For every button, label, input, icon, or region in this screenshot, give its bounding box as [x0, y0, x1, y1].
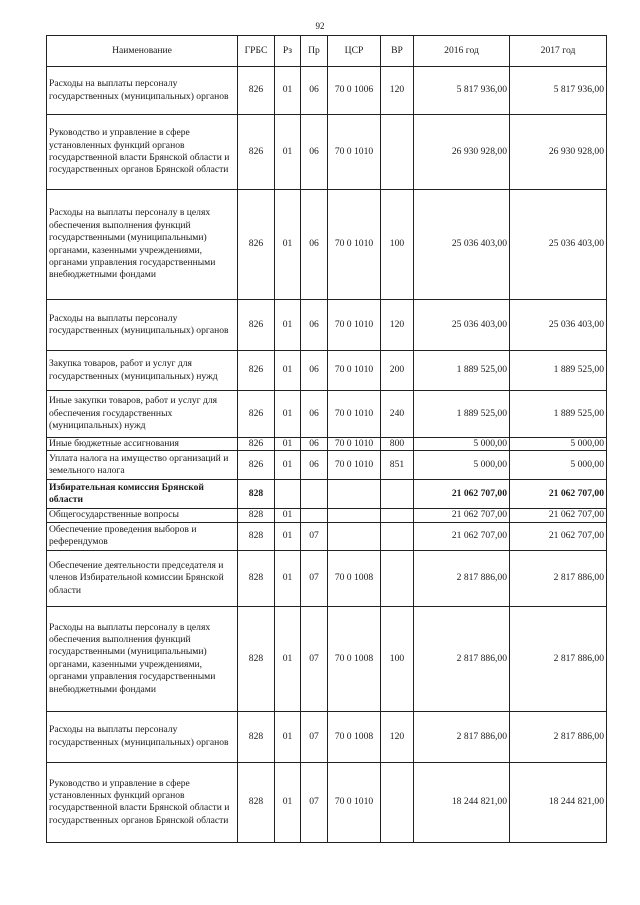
cell-vr: 100	[381, 190, 414, 300]
cell-2016: 2 817 886,00	[414, 550, 510, 606]
cell-grbs: 828	[238, 762, 275, 842]
cell-grbs: 826	[238, 438, 275, 451]
cell-pr: 06	[301, 451, 328, 480]
cell-csr: 70 0 1010	[328, 300, 381, 351]
cell-csr: 70 0 1010	[328, 451, 381, 480]
cell-name: Руководство и управление в сфере установленных функций органов государственной власти Брянской области и государственных органов Брянской области	[47, 115, 238, 190]
cell-2017: 5 817 936,00	[510, 67, 607, 115]
cell-2016: 5 000,00	[414, 438, 510, 451]
cell-pr: 06	[301, 438, 328, 451]
cell-vr: 120	[381, 711, 414, 762]
cell-2017: 2 817 886,00	[510, 550, 607, 606]
cell-name: Расходы на выплаты персоналу государственных (муниципальных) органов	[47, 711, 238, 762]
table-row	[47, 351, 607, 391]
cell-rz: 01	[275, 522, 301, 550]
col-header-grbs: ГРБС	[238, 36, 275, 67]
cell-grbs: 826	[238, 190, 275, 300]
col-header-2016: 2016 год	[414, 36, 510, 67]
cell-rz: 01	[275, 606, 301, 711]
page-number: 92	[315, 21, 325, 31]
cell-vr: 240	[381, 391, 414, 438]
cell-csr	[328, 480, 381, 509]
cell-pr: 07	[301, 711, 328, 762]
cell-vr: 800	[381, 438, 414, 451]
cell-2017: 21 062 707,00	[510, 522, 607, 550]
cell-pr: 06	[301, 300, 328, 351]
cell-vr	[381, 550, 414, 606]
cell-name: Закупка товаров, работ и услуг для государственных (муниципальных) нужд	[47, 351, 238, 391]
cell-pr	[301, 509, 328, 522]
cell-rz	[275, 480, 301, 509]
table-row	[47, 480, 607, 509]
cell-2016: 25 036 403,00	[414, 190, 510, 300]
cell-rz: 01	[275, 351, 301, 391]
cell-2017: 18 244 821,00	[510, 762, 607, 842]
cell-pr: 06	[301, 115, 328, 190]
cell-grbs: 826	[238, 391, 275, 438]
cell-vr	[381, 480, 414, 509]
cell-vr	[381, 509, 414, 522]
cell-2017: 25 036 403,00	[510, 190, 607, 300]
cell-name: Уплата налога на имущество организаций и земельного налога	[47, 451, 238, 480]
cell-grbs: 828	[238, 509, 275, 522]
cell-csr: 70 0 1010	[328, 438, 381, 451]
col-header-2017: 2017 год	[510, 36, 607, 67]
cell-rz: 01	[275, 190, 301, 300]
cell-csr: 70 0 1010	[328, 391, 381, 438]
col-header-vr: ВР	[381, 36, 414, 67]
cell-pr: 06	[301, 190, 328, 300]
cell-pr: 07	[301, 522, 328, 550]
cell-pr: 06	[301, 391, 328, 438]
cell-2017: 1 889 525,00	[510, 351, 607, 391]
cell-vr: 120	[381, 300, 414, 351]
col-header-pr: Пр	[301, 36, 328, 67]
cell-2017: 21 062 707,00	[510, 509, 607, 522]
cell-2017: 21 062 707,00	[510, 480, 607, 509]
table-row	[47, 391, 607, 438]
table-row	[47, 509, 607, 522]
cell-2017: 26 930 928,00	[510, 115, 607, 190]
cell-vr: 200	[381, 351, 414, 391]
cell-pr	[301, 480, 328, 509]
cell-pr: 07	[301, 606, 328, 711]
cell-name: Обеспечение деятельности председателя и членов Избирательной комиссии Брянской области	[47, 550, 238, 606]
cell-name: Расходы на выплаты персоналу государственных (муниципальных) органов	[47, 300, 238, 351]
cell-grbs: 826	[238, 67, 275, 115]
cell-2016: 18 244 821,00	[414, 762, 510, 842]
cell-2017: 2 817 886,00	[510, 711, 607, 762]
cell-grbs: 828	[238, 522, 275, 550]
cell-csr	[328, 522, 381, 550]
cell-rz: 01	[275, 438, 301, 451]
col-header-name: Наименование	[47, 36, 238, 67]
cell-pr: 07	[301, 762, 328, 842]
cell-csr: 70 0 1006	[328, 67, 381, 115]
cell-csr	[328, 509, 381, 522]
cell-csr: 70 0 1008	[328, 606, 381, 711]
cell-rz: 01	[275, 391, 301, 438]
cell-2016: 5 000,00	[414, 451, 510, 480]
cell-rz: 01	[275, 509, 301, 522]
cell-2017: 2 817 886,00	[510, 606, 607, 711]
cell-name: Расходы на выплаты персоналу государственных (муниципальных) органов	[47, 67, 238, 115]
cell-vr: 100	[381, 606, 414, 711]
cell-2016: 1 889 525,00	[414, 351, 510, 391]
cell-2016: 5 817 936,00	[414, 67, 510, 115]
cell-csr: 70 0 1010	[328, 351, 381, 391]
table-row	[47, 550, 607, 606]
cell-2017: 5 000,00	[510, 451, 607, 480]
cell-2016: 21 062 707,00	[414, 522, 510, 550]
cell-rz: 01	[275, 711, 301, 762]
cell-csr: 70 0 1008	[328, 550, 381, 606]
cell-csr: 70 0 1010	[328, 762, 381, 842]
cell-rz: 01	[275, 115, 301, 190]
cell-name: Расходы на выплаты персоналу в целях обеспечения выполнения функций государственными (муниципальными) органами, казенными учреждениями, органами управления государственными внебюджетными фондами	[47, 190, 238, 300]
cell-grbs: 828	[238, 550, 275, 606]
table-row	[47, 711, 607, 762]
table-row	[47, 522, 607, 550]
header-row	[47, 36, 607, 67]
cell-2016: 21 062 707,00	[414, 480, 510, 509]
cell-2016: 1 889 525,00	[414, 391, 510, 438]
cell-grbs: 826	[238, 351, 275, 391]
col-header-rz: Рз	[275, 36, 301, 67]
cell-vr	[381, 115, 414, 190]
cell-pr: 06	[301, 351, 328, 391]
cell-rz: 01	[275, 762, 301, 842]
cell-name: Руководство и управление в сфере установленных функций органов государственной власти Брянской области и государственных органов Брянской области	[47, 762, 238, 842]
cell-2016: 26 930 928,00	[414, 115, 510, 190]
cell-csr: 70 0 1008	[328, 711, 381, 762]
table-row	[47, 451, 607, 480]
cell-rz: 01	[275, 451, 301, 480]
table-row	[47, 438, 607, 451]
cell-name: Общегосударственные вопросы	[47, 509, 238, 522]
table-row	[47, 300, 607, 351]
cell-rz: 01	[275, 550, 301, 606]
cell-vr: 120	[381, 67, 414, 115]
cell-2016: 2 817 886,00	[414, 606, 510, 711]
cell-csr: 70 0 1010	[328, 115, 381, 190]
cell-grbs: 828	[238, 711, 275, 762]
table-row	[47, 67, 607, 115]
col-header-csr: ЦСР	[328, 36, 381, 67]
budget-table	[46, 35, 607, 843]
cell-vr	[381, 522, 414, 550]
cell-grbs: 826	[238, 300, 275, 351]
cell-name: Обеспечение проведения выборов и референдумов	[47, 522, 238, 550]
cell-2017: 1 889 525,00	[510, 391, 607, 438]
cell-2016: 21 062 707,00	[414, 509, 510, 522]
cell-2017: 5 000,00	[510, 438, 607, 451]
cell-name: Иные закупки товаров, работ и услуг для обеспечения государственных (муниципальных) нужд	[47, 391, 238, 438]
cell-rz: 01	[275, 300, 301, 351]
cell-grbs: 826	[238, 451, 275, 480]
cell-2016: 25 036 403,00	[414, 300, 510, 351]
cell-name: Иные бюджетные ассигнования	[47, 438, 238, 451]
cell-2017: 25 036 403,00	[510, 300, 607, 351]
table-row	[47, 606, 607, 711]
cell-grbs: 828	[238, 480, 275, 509]
table-row	[47, 115, 607, 190]
cell-grbs: 828	[238, 606, 275, 711]
cell-vr	[381, 762, 414, 842]
cell-rz: 01	[275, 67, 301, 115]
cell-name: Избирательная комиссия Брянской области	[47, 480, 238, 509]
cell-pr: 06	[301, 67, 328, 115]
cell-2016: 2 817 886,00	[414, 711, 510, 762]
cell-name: Расходы на выплаты персоналу в целях обеспечения выполнения функций государственными (муниципальными) органами, казенными учреждениями, органами управления государственными внебюджетными фондами	[47, 606, 238, 711]
table-row	[47, 762, 607, 842]
cell-grbs: 826	[238, 115, 275, 190]
table-row	[47, 190, 607, 300]
cell-pr: 07	[301, 550, 328, 606]
cell-vr: 851	[381, 451, 414, 480]
cell-csr: 70 0 1010	[328, 190, 381, 300]
